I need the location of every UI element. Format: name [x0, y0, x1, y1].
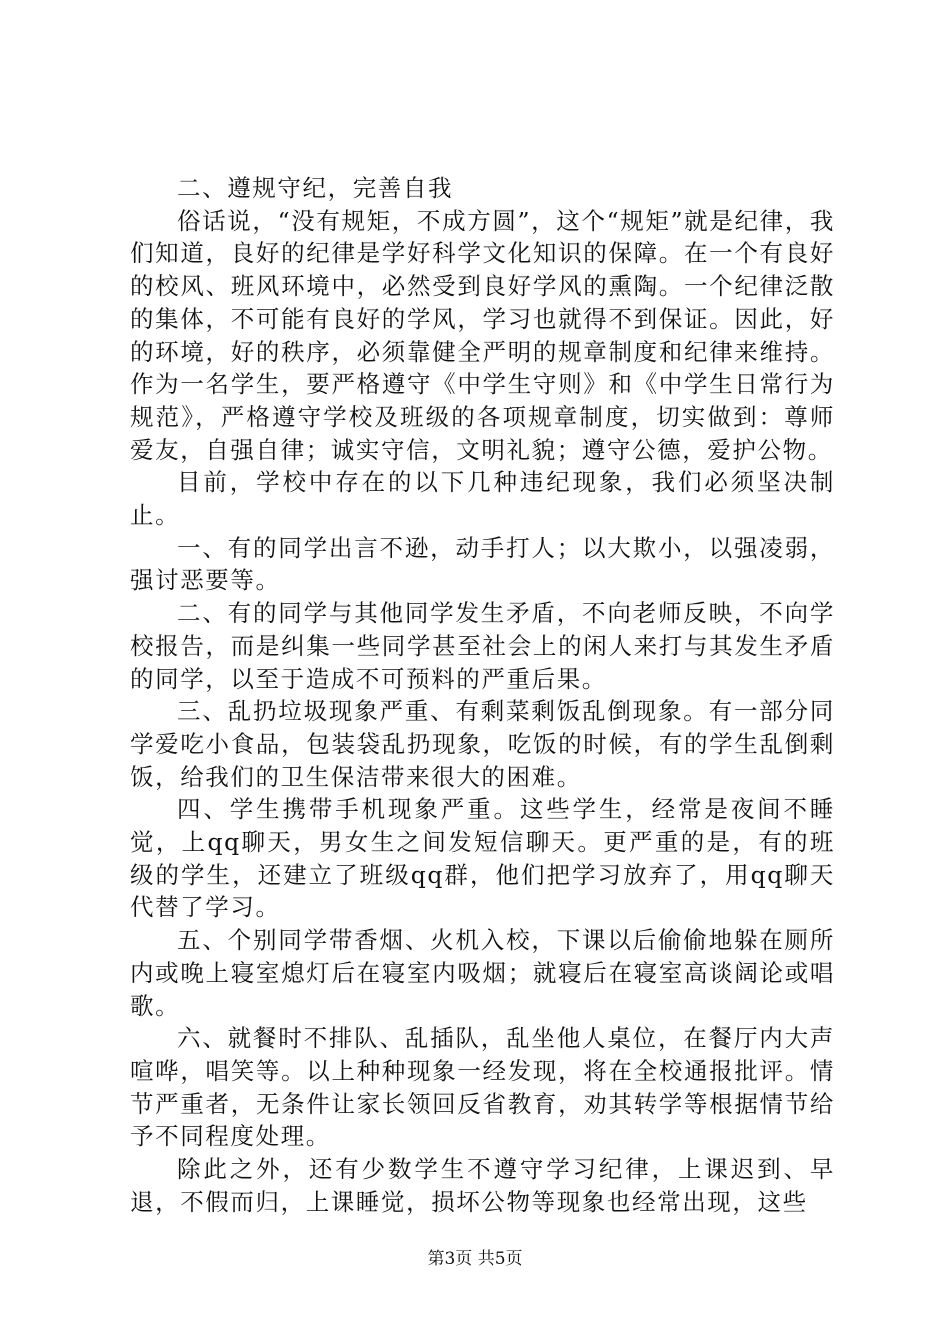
paragraph: 六、就餐时不排队、乱插队，乱坐他人桌位，在餐厅内大声喧哗，唱笑等。以上种种现象一经发现，将在全校通报批评。情节严重者，无条件让家长领回反省教育，劝其转学等根据情节给予不同程度处理。	[130, 1024, 835, 1151]
document-body	[130, 172, 835, 1219]
section-heading: 二、遵规守纪，完善自我	[177, 174, 454, 202]
paragraph: 除此之外，还有少数学生不遵守学习纪律，上课迟到、早退，不假而归，上课睡觉，损坏公物等现象也经常出现，这些	[130, 1155, 835, 1216]
paragraph: 三、乱扔垃圾现象严重、有剩菜剩饭乱倒现象。有一部分同学爱吃小食品，包装袋乱扔现象，吃饭的时候，有的学生乱倒剩饭，给我们的卫生保洁带来很大的困难。	[130, 697, 835, 791]
paragraph: 四、学生携带手机现象严重。这些学生，经常是夜间不睡觉，上qq聊天，男女生之间发短信聊天。更严重的是，有的班级的学生，还建立了班级qq群，他们把学习放弃了，用qq聊天代替了学习。	[130, 795, 835, 922]
paragraph: 俗话说，“没有规矩，不成方圆”，这个“规矩”就是纪律，我们知道，良好的纪律是学好科学文化知识的保障。在一个有良好的校风、班风环境中，必然受到良好学风的熏陶。一个纪律泛散的集体，不可能有良好的学风，学习也就得不到保证。因此，好的环境，好的秩序，必须靠健全严明的规章制度和纪律来维持。作为一名学生，要严格遵守《中学生守则》和《中学生日常行为规范》，严格遵守学校及班级的各项规章制度，切实做到：尊师爱友，自强自律；诚实守信，文明礼貌；遵守公德，爱护公物。	[130, 206, 835, 464]
paragraph: 二、有的同学与其他同学发生矛盾，不向老师反映，不向学校报告，而是纠集一些同学甚至社会上的闲人来打与其发生矛盾的同学，以至于造成不可预料的严重后果。	[130, 599, 835, 693]
paragraph: 目前，学校中存在的以下几种违纪现象，我们必须坚决制止。	[130, 468, 835, 530]
page-number-footer: 第3页 共5页	[427, 1249, 523, 1269]
paragraph: 一、有的同学出言不逊，动手打人；以大欺小，以强凌弱，强讨恶要等。	[130, 533, 835, 595]
paragraph: 五、个别同学带香烟、火机入校，下课以后偷偷地躲在厕所内或晚上寝室熄灯后在寝室内吸烟；就寝后在寝室高谈阔论或唱歌。	[130, 926, 835, 1020]
